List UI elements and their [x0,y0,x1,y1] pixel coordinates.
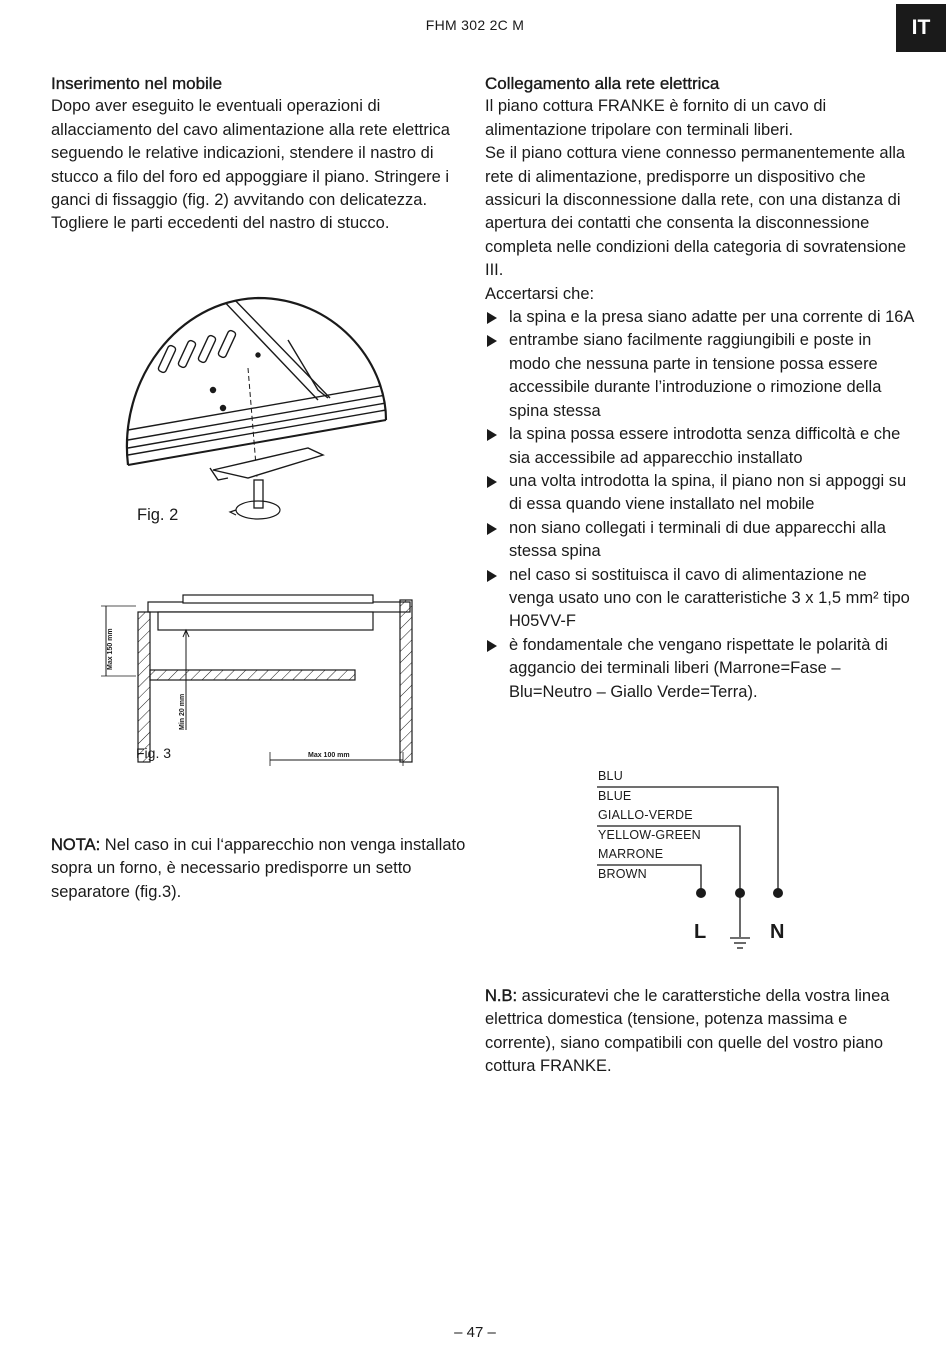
note-label: NOTA: [51,836,101,854]
wire-label-brown: BROWN [598,867,647,881]
installation-text: Dopo aver eseguito le eventuali operazioni di allacciamento del cavo alimentazione alla rete elettrica seguendo le relative indicazioni, stendere il nastro di stucco a filo del foro ed appoggiare il piano. Stringere i ganci di fissaggio (fig. 2) avvitando con delicatezza. Togliere le parti eccedenti del nastro di stucco. [51,97,450,233]
document-model-header: FHM 302 2C M [425,17,525,33]
list-item: non siano collegati i terminali di due apparecchi alla stessa spina [485,517,915,564]
wire-label-blue: BLUE [598,789,632,803]
terminal-label-l: L [694,921,707,943]
list-item: la spina e la presa siano adatte per una corrente di 16A [485,306,915,329]
nb-text: assicuratevi che le caratterstiche della vostra linea elettrica domestica (tensione, potenza massima e corrente), siano compatibili con quelle del vostro piano cottura FRANKE. [485,987,890,1076]
terminal-label-n: N [770,921,785,943]
fig3-max100-label: Max 100 mm [308,752,350,759]
fig2-caption: Fig. 2 [137,506,179,524]
page-number: – 47 – [454,1324,496,1341]
note-paragraph [51,834,471,904]
wiring-diagram [590,765,810,955]
electrical-connection-title: Collegamento alla rete elettrica [485,74,720,93]
fig3-illustration [98,580,416,770]
right-column [485,72,915,704]
fig3-min20-label: Min 20 mm [179,693,186,730]
nb-label: N.B: [485,987,518,1005]
electrical-para-2: Se il piano cottura viene connesso permanentemente alla rete di alimentazione, predisporre un dispositivo che assicuri la disconnessione dalla rete, con una distanza di apertura dei contatti che consenta la disconnessione completa nelle condizioni della categoria di sovratensione III. [485,144,907,280]
nb-paragraph [485,985,915,1079]
fig2-illustration [118,290,388,525]
electrical-para-3: Accertarsi che: [485,284,595,303]
fig3-max150-label: Max 150 mm [107,628,114,670]
installation-title: Inserimento nel mobile [51,74,223,93]
note-text: Nel caso in cui l‘apparecchio non venga installato sopra un forno, è necessario predisporre un setto separatore (fig.3). [51,836,466,901]
language-badge: IT [896,4,946,52]
list-item: nel caso si sostituisca il cavo di alimentazione ne venga usato uno con le caratteristiche 3 x 1,5 mm² tipo H05VV-F [485,564,915,634]
fig3-caption: Fig. 3 [136,745,172,761]
list-item: una volta introdotta la spina, il piano non si appoggi su di essa quando viene installato nel mobile [485,470,915,517]
wire-label-marrone: MARRONE [598,847,664,861]
left-column [51,72,471,236]
wire-label-yellow-green: YELLOW-GREEN [598,828,701,842]
list-item: è fondamentale che vengano rispettate le polarità di aggancio dei terminali liberi (Marrone=Fase – Blu=Neutro – Giallo Verde=Terra). [485,634,915,704]
electrical-para-1: Il piano cottura FRANKE è fornito di un cavo di alimentazione tripolare con terminali liberi. [485,97,827,139]
requirements-list [485,306,915,704]
wire-label-blu: BLU [598,769,623,783]
wire-label-giallo-verde: GIALLO-VERDE [598,808,693,822]
list-item: entrambe siano facilmente raggiungibili e poste in modo che nessuna parte in tensione possa essere accessibile durante l’introduzione o rimozione della spina stessa [485,329,915,423]
list-item: la spina possa essere introdotta senza difficoltà e che sia accessibile ad apparecchio installato [485,423,915,470]
